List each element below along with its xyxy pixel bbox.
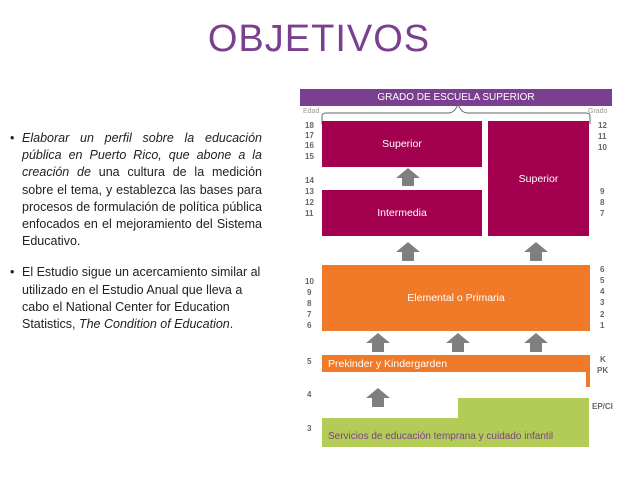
page-title: OBJETIVOS <box>207 18 431 60</box>
grado-label: Grado <box>588 108 608 115</box>
age-13: 13 <box>305 187 314 196</box>
elemental-box: Elemental o Primaria <box>322 265 590 331</box>
grade-10: 10 <box>598 143 607 152</box>
age-12: 12 <box>305 198 314 207</box>
grade-11: 11 <box>598 132 607 141</box>
age-9: 9 <box>307 288 312 297</box>
servicios-label: Servicios de educación temprana y cuidado infantil <box>328 431 554 442</box>
arrow-up-icon <box>524 242 548 261</box>
up-arrows <box>366 168 548 407</box>
age-6: 6 <box>307 321 312 330</box>
arrow-up-icon <box>366 333 390 352</box>
bullet-2-text: El Estudio sigue un acercamiento similar al utilizado en el Estudio Anual que lleva a cabo el National Center for Education Statistics, <box>22 265 261 332</box>
age-17: 17 <box>305 131 314 140</box>
age-11: 11 <box>305 209 314 218</box>
header-bar: GRADO DE ESCUELA SUPERIOR <box>300 89 612 106</box>
bullet-1-italic: Elaborar un perfil sobre la educación pública en Puerto Rico, que abone a la creación de <box>22 131 262 180</box>
grade-5: 5 <box>600 276 605 285</box>
bullet-dot: • <box>10 265 15 280</box>
age-14: 14 <box>305 176 314 185</box>
grade-epci: EP/CI <box>592 402 613 411</box>
arrow-up-icon <box>396 242 420 261</box>
grade-pk: PK <box>597 366 609 375</box>
grade-2: 2 <box>600 310 605 319</box>
grade-9: 9 <box>600 187 605 196</box>
age-8: 8 <box>307 299 312 308</box>
grade-1: 1 <box>600 321 605 330</box>
superior-right-box: Superior <box>488 121 589 236</box>
grade-3: 3 <box>600 298 605 307</box>
arrow-up-icon <box>524 333 548 352</box>
intermedia-box: Intermedia <box>322 190 482 236</box>
grade-12: 12 <box>598 121 607 130</box>
bullet-2-italic: The Condition of Education <box>78 317 230 332</box>
grade-4: 4 <box>600 287 605 296</box>
age-4: 4 <box>307 390 312 399</box>
grade-k: K <box>600 355 606 364</box>
grade-6: 6 <box>600 265 605 274</box>
age-10: 10 <box>305 277 314 286</box>
age-16: 16 <box>305 141 314 150</box>
age-15: 15 <box>305 152 314 161</box>
prekinder-label: Prekinder y Kindergarden <box>328 357 448 370</box>
grade-8: 8 <box>600 198 605 207</box>
superior-left-box: Superior <box>322 121 482 167</box>
age-18: 18 <box>305 121 314 130</box>
arrow-up-icon <box>446 333 470 352</box>
bullet-dot: • <box>10 131 15 145</box>
age-5: 5 <box>307 357 312 366</box>
arrow-up-icon <box>396 168 420 186</box>
bullet-2-end: . <box>229 317 234 332</box>
arrow-up-icon <box>366 388 390 407</box>
bullet-1-text: una cultura de la medición sobre el tema, y establezca las bases para procesos de formulación de política pública enfocados en el mejoramiento del Sistema Educativo. <box>22 165 262 249</box>
edad-label: Edad <box>303 108 320 115</box>
grade-7: 7 <box>600 209 605 218</box>
age-3: 3 <box>307 424 312 433</box>
age-7: 7 <box>307 310 312 319</box>
